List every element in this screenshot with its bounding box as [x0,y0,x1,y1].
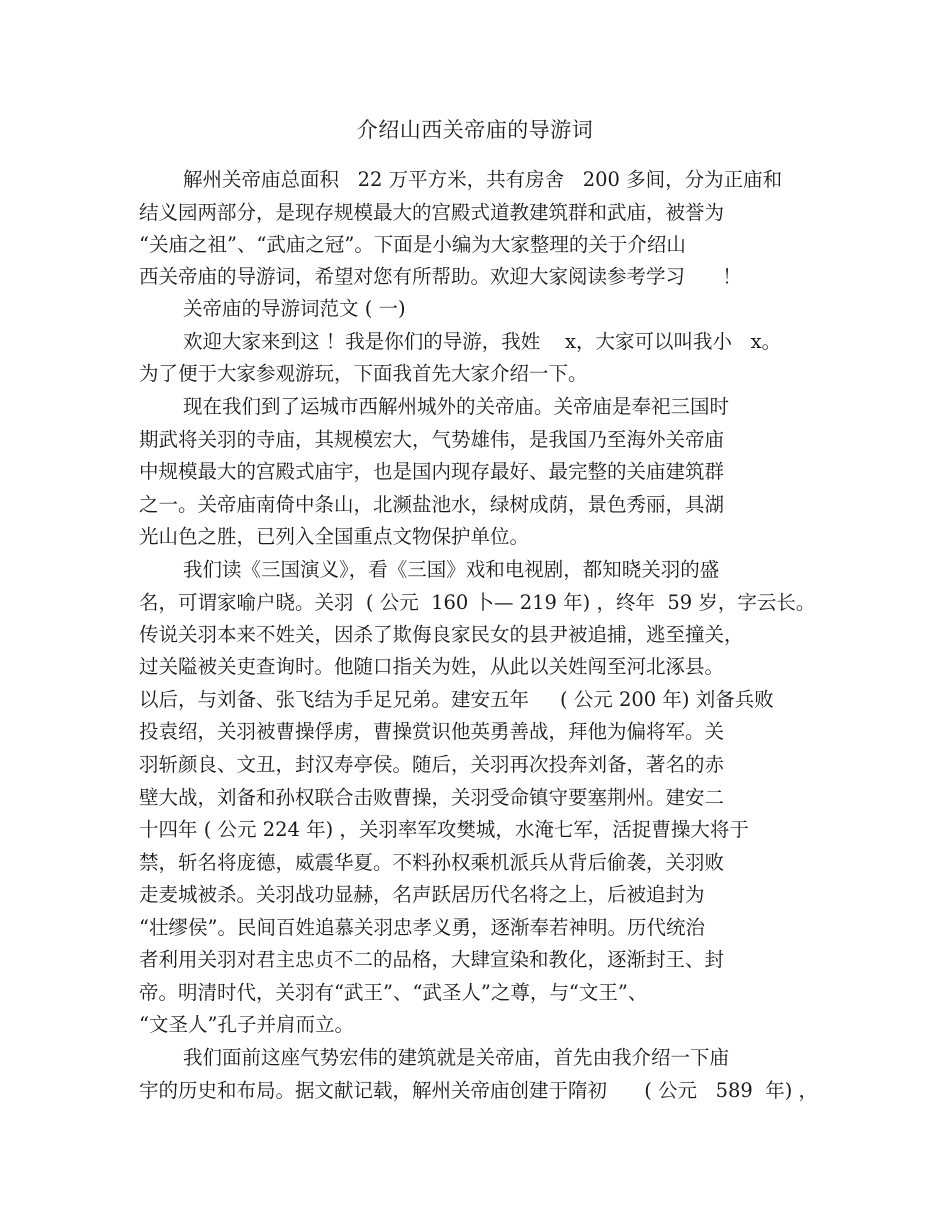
text-line: 禁，斩名将庞德，威震华夏。不料孙权乘机派兵从背后偷袭，关羽败 [139,851,725,874]
text-line: “壮缪侯”。民间百姓追慕关羽忠孝义勇，逐渐奉若神明。历代统治 [139,916,705,939]
text-line: 之一。关帝庙南倚中条山，北濒盐池水，绿树成荫，景色秀丽，具湖 [139,493,725,516]
text-line: 以后，与刘备、张飞结为手足兄弟。建安五年 ( 公元 200 年) 刘备兵败 [139,688,774,711]
text-line: 期武将关羽的寺庙，其规模宏大，气势雄伟，是我国乃至海外关帝庙 [139,428,725,451]
text-line: 光山色之胜，已列入全国重点文物保护单位。 [139,525,530,548]
text-line: 走麦城被杀。关羽战功显赫，名声跃居历代名将之上，后被追封为 [139,883,705,906]
text-line: 现在我们到了运城市西解州城外的关帝庙。关帝庙是奉祀三国时 [183,395,730,418]
section-heading: 关帝庙的导游词范文 ( 一) [183,297,406,320]
text-line: 中规模最大的宫殿式庙宇，也是国内现存最好、最完整的关庙建筑群 [139,460,725,483]
text-line: 欢迎大家来到这 ！我是你们的导游，我姓 x，大家可以叫我小 x。 [183,330,782,353]
text-line: 结义园两部分，是现存规模最大的宫殿式道教建筑群和武庙，被誉为 [139,201,725,224]
text-line: 宇的历史和布局。据文献记载，解州关帝庙创建于隋初 ( 公元 589 年) ， [139,1079,819,1102]
text-line: 我们读《三国演义》，看《三国》戏和电视剧，都知晓关羽的盛 [183,558,720,581]
text-line: 壁大战，刘备和孙权联合击败曹操，关羽受命镇守要塞荆州。建安二 [139,786,725,809]
text-line: 解州关帝庙总面积 22 万平方米，共有房舍 200 多间，分为正庙和 [183,168,783,191]
text-line: 名，可谓家喻户晓。关羽 ( 公元 160 卜— 219 年) ，终年 59 岁，字云长。 [139,591,816,614]
text-line: “文圣人”孔子并肩而立。 [139,1013,354,1036]
document-title: 介绍山西关帝庙的导游词 [356,118,594,142]
text-line: 羽斩颜良、文丑，封汉寿亭侯。随后，关羽再次投奔刘备，著名的赤 [139,753,725,776]
text-line: 为了便于大家参观游玩，下面我首先大家介绍一下。 [139,362,588,385]
text-line: 传说关羽本来不姓关，因杀了欺侮良家民女的县尹被追捕，逃至撞关， [139,623,744,646]
text-line: 我们面前这座气势宏伟的建筑就是关帝庙，首先由我介绍一下庙 [183,1046,730,1069]
text-line: 投袁绍，关羽被曹操俘虏，曹操赏识他英勇善战，拜他为偏将军。关 [139,720,725,743]
text-line: “关庙之祖”、“武庙之冠”。下面是小编为大家整理的关于介绍山 [139,233,686,256]
text-line: 西关帝庙的导游词，希望对您有所帮助。欢迎大家阅读参考学习 ！ [139,265,742,288]
text-line: 者利用关羽对君主忠贞不二的品格，大肆宣染和教化，逐渐封王、封 [139,948,725,971]
text-line: 十四年 ( 公元 224 年) ，关羽率军攻樊城，水淹七军，活捉曹操大将于 [139,818,749,841]
text-line: 过关隘被关吏查询时。他随口指关为姓，从此以关姓闯至河北涿县。 [139,655,725,678]
text-line: 帝。明清时代，关羽有“武王”、“武圣人”之尊，与“文王”、 [139,981,648,1004]
